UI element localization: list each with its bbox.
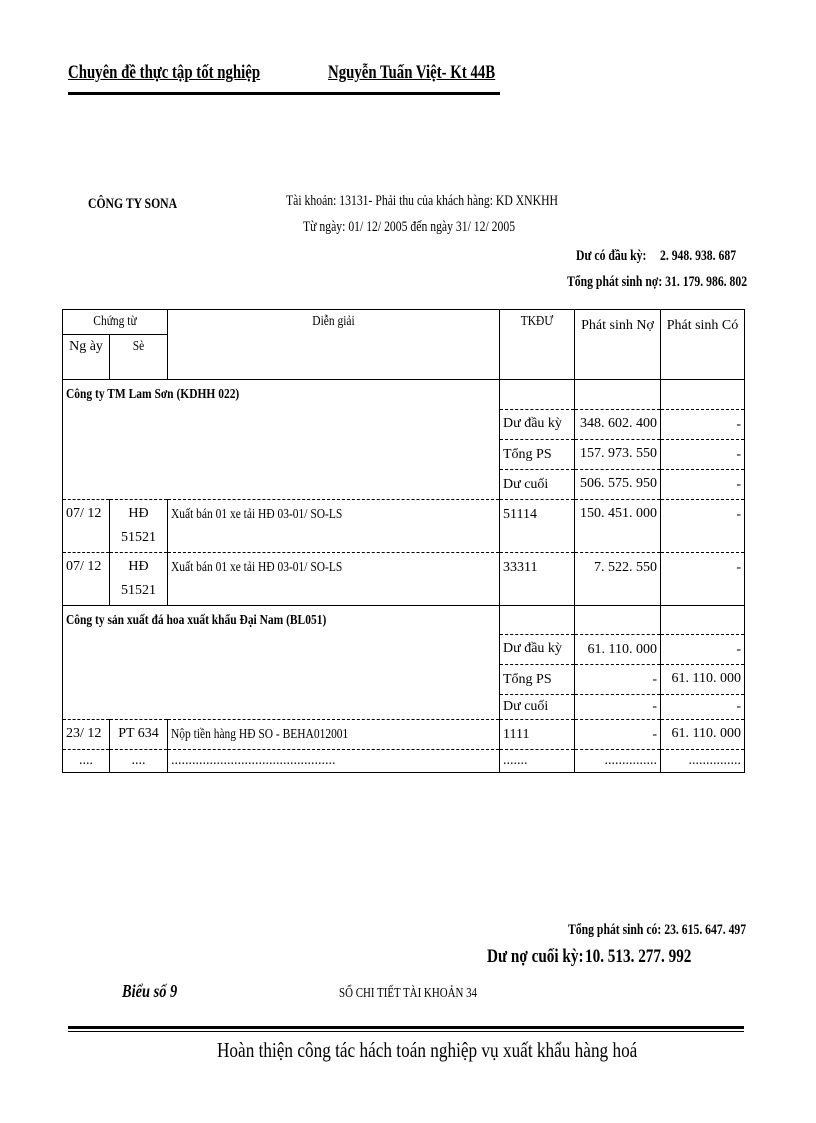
- group1-t2-tk: 33311: [500, 552, 575, 605]
- group2-t1-so: PT 634: [110, 720, 168, 750]
- account-line: Tài khoản: 13131- Phải thu của khách hàng: KD XNKHH: [286, 193, 558, 209]
- group1-t1-tk: 51114: [500, 499, 575, 552]
- group1-r2-label: Tổng PS: [500, 439, 575, 469]
- table-row: [63, 720, 745, 750]
- group1-summary-row: [63, 439, 745, 469]
- group2-r1-no: 61. 110. 000: [575, 635, 661, 665]
- group1-r3-label: Dư cuối: [500, 469, 575, 499]
- group2-r1-co: -: [661, 635, 745, 665]
- group2-r3-co: -: [661, 695, 745, 720]
- company-name: CÔNG TY SONA: [88, 196, 178, 212]
- group2-t1-co: 61. 110. 000: [661, 720, 745, 750]
- header-rule: [68, 92, 500, 95]
- header-tkdu: TKĐƯ: [500, 310, 575, 380]
- dots-cell: .......: [500, 750, 575, 773]
- header-psco: Phát sinh Có: [661, 310, 745, 380]
- opening-value: 2. 948. 938. 687: [660, 248, 737, 264]
- group2-t1-no: -: [575, 720, 661, 750]
- dots-cell: ...............: [575, 750, 661, 773]
- dots-cell: ...............................................: [168, 750, 500, 773]
- group1-summary-row: [63, 469, 745, 499]
- group1-r2-co: -: [661, 439, 745, 469]
- total-credit: Tổng phát sinh có: 23. 615. 647. 497: [568, 922, 747, 938]
- group1-t1-co: -: [661, 499, 745, 552]
- group2-summary-row: [63, 665, 745, 695]
- group2-r1-label: Dư đầu kỳ: [500, 635, 575, 665]
- group1-t2-co: -: [661, 552, 745, 605]
- dots-cell: ....: [63, 750, 110, 773]
- group1-title-row: [63, 380, 745, 410]
- header-ngay: Ng ày: [63, 335, 110, 380]
- group1-t1-no: 150. 451. 000: [575, 499, 661, 552]
- group2-title: Công ty sản xuất đá hoa xuất khẩu Đại Nam (BL051): [63, 605, 500, 635]
- header-chungtu: Chứng từ: [63, 310, 168, 335]
- table-row: [63, 750, 745, 773]
- group1-r3-no: 506. 575. 950: [575, 469, 661, 499]
- dots-cell: ....: [110, 750, 168, 773]
- group2-summary-row: [63, 695, 745, 720]
- group1-t2-so: HĐ 51521: [110, 552, 168, 605]
- group1-r2-no: 157. 973. 550: [575, 439, 661, 469]
- group2-title-row: [63, 605, 745, 635]
- group2-r2-label: Tổng PS: [500, 665, 575, 695]
- group2-r2-no: -: [575, 665, 661, 695]
- group2-summary-row: [63, 635, 745, 665]
- header-left: Chuyên đề thực tập tốt nghiệp: [68, 62, 261, 83]
- group1-r1-label: Dư đầu kỳ: [500, 409, 575, 439]
- group2-t1-desc: Nộp tiền hàng HĐ SO - BEHA012001: [168, 720, 500, 750]
- ledger-table: [62, 309, 745, 773]
- table-row: [63, 552, 745, 605]
- closing-label: Dư nợ cuối kỳ:: [487, 946, 584, 967]
- footer-rule: [68, 1026, 744, 1029]
- total-debit: Tổng phát sinh nợ: 31. 179. 986. 802: [567, 274, 748, 290]
- header-diengiai: Diễn giải: [168, 310, 500, 380]
- footer-text: Hoàn thiện công tác hách toán nghiệp vụ xuất khẩu hàng hoá: [217, 1038, 638, 1062]
- group1-t1-desc: Xuất bán 01 xe tải HĐ 03-01/ SO-LS: [168, 499, 500, 552]
- group2-t1-tk: 1111: [500, 720, 575, 750]
- table-row: [63, 499, 745, 552]
- group2-r3-label: Dư cuối: [500, 695, 575, 720]
- group1-t2-desc: Xuất bán 01 xe tải HĐ 03-01/ SO-LS: [168, 552, 500, 605]
- opening-label: Dư có đầu kỳ:: [576, 248, 647, 264]
- group1-summary-row: [63, 409, 745, 439]
- group1-r1-co: -: [661, 409, 745, 439]
- header-right: Nguyễn Tuấn Việt- Kt 44B: [328, 62, 496, 83]
- bieu-so: Biểu số 9: [122, 981, 178, 1001]
- so-chi-tiet: SỔ CHI TIẾT TÀI KHOẢN 34: [339, 986, 478, 1001]
- group1-r3-co: -: [661, 469, 745, 499]
- footer-rule-thin: [68, 1031, 744, 1032]
- group1-r1-no: 348. 602. 400: [575, 409, 661, 439]
- group1-t1-so: HĐ 51521: [110, 499, 168, 552]
- header-so: Sè: [110, 335, 168, 380]
- date-range: Từ ngày: 01/ 12/ 2005 đến ngày 31/ 12/ 2005: [303, 219, 516, 235]
- group2-r3-no: -: [575, 695, 661, 720]
- group1-t1-ngay: 07/ 12: [63, 499, 110, 552]
- group2-r2-co: 61. 110. 000: [661, 665, 745, 695]
- group1-t2-ngay: 07/ 12: [63, 552, 110, 605]
- header-psno: Phát sinh Nợ: [575, 310, 661, 380]
- group1-t2-no: 7. 522. 550: [575, 552, 661, 605]
- group1-title: Công ty TM Lam Sơn (KDHH 022): [63, 380, 500, 410]
- dots-cell: ...............: [661, 750, 745, 773]
- closing-value: 10. 513. 277. 992: [585, 946, 692, 967]
- group2-t1-ngay: 23/ 12: [63, 720, 110, 750]
